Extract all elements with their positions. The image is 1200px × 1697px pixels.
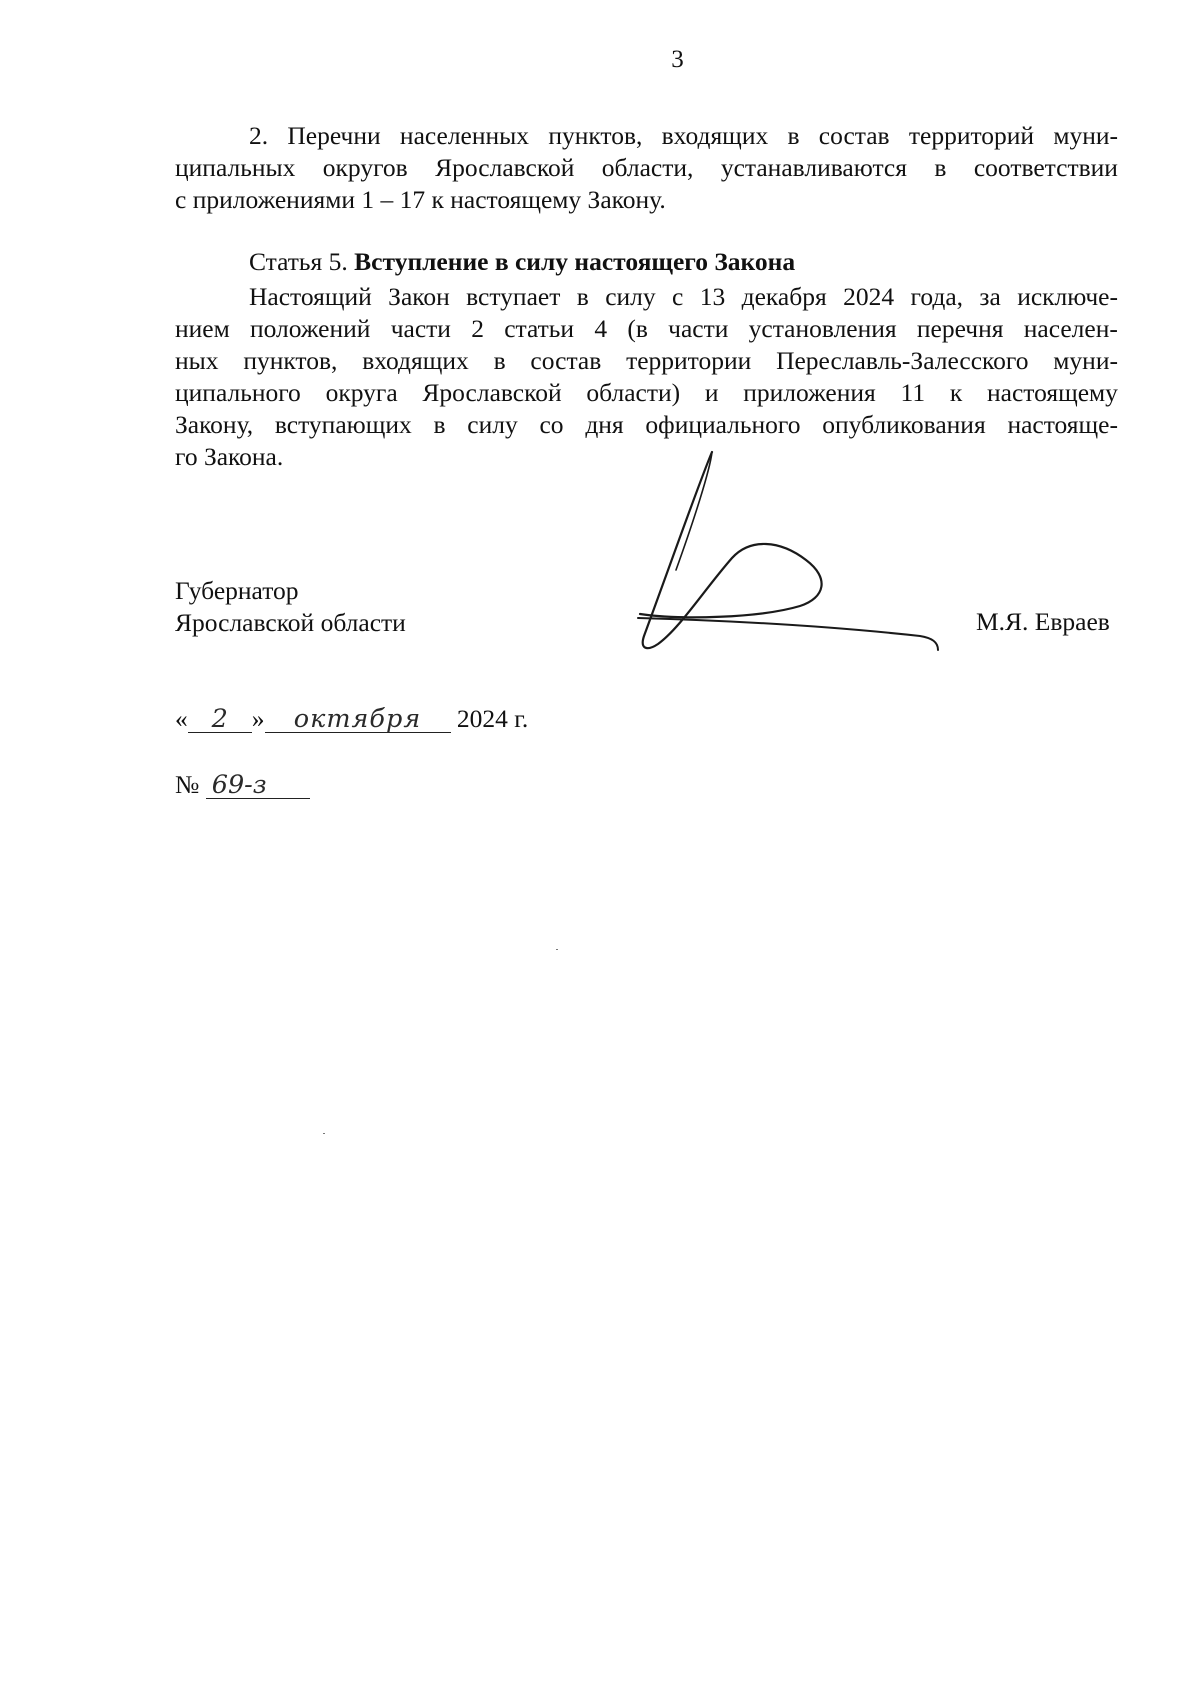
article-5-line: го Закона.: [175, 442, 284, 471]
handwritten-signature: [620, 440, 970, 690]
date-year: 2024 г.: [456, 704, 529, 733]
article-5-prefix: Статья 5.: [249, 247, 348, 276]
article-5-line: ных пунктов, входящих в состав территории Переславль-Залесского муни-: [175, 346, 1118, 375]
scan-speck: [556, 949, 558, 950]
article-5-line: Закону, вступающих в силу со дня официального опубликования настояще-: [175, 410, 1118, 439]
law-number: [175, 770, 310, 800]
signatory-name: М.Я. Евраев: [976, 607, 1110, 636]
signatory-position: [175, 575, 406, 639]
handwritten-law-number: 69-з: [206, 772, 310, 799]
scan-speck: [323, 1133, 325, 1134]
date-close-quote: »: [251, 704, 265, 733]
section-2-line: 2. Перечни населенных пунктов, входящих в состав территорий муни-: [249, 121, 1118, 150]
article-5-line: ципального округа Ярославской области) и приложения 11 к настоящему: [175, 378, 1118, 407]
signing-date: [175, 704, 528, 734]
signatory-position-line: Ярославской области: [175, 608, 406, 637]
page-number: 3: [671, 46, 684, 73]
handwritten-day: 2: [188, 706, 252, 733]
section-2-line: ципальных округов Ярославской области, устанавливаются в соответствии: [175, 153, 1118, 182]
number-sign: №: [175, 770, 200, 799]
section-2-paragraph: [175, 120, 1118, 216]
handwritten-month: октября: [265, 706, 451, 733]
article-5-line: нием положений части 2 статьи 4 (в части установления перечня населен-: [175, 314, 1118, 343]
article-5-heading: [249, 247, 795, 277]
article-5-title: Вступление в силу настоящего Закона: [354, 247, 796, 276]
signatory-position-line: Губернатор: [175, 576, 299, 605]
article-5-line: Настоящий Закон вступает в силу с 13 декабря 2024 года, за исключе-: [249, 282, 1118, 311]
section-2-line: с приложениями 1 – 17 к настоящему Закону.: [175, 185, 666, 214]
date-open-quote: «: [175, 704, 188, 733]
